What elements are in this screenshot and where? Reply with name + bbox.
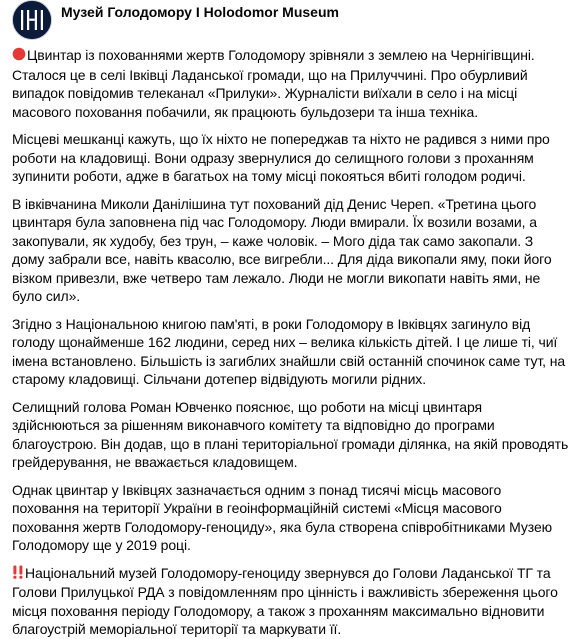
museum-logo-icon [13,1,51,39]
post-header [12,0,569,40]
page-avatar[interactable] [12,0,52,40]
paragraph-text: Національний музей Голодомору-геноциду звернувся до Голови Ладанської ТГ та Голови Прилуцької РДА з повідомленням про цінність і важливість збереження цього місця поховання періоду Голодомору, а також з проханням максимально відновити благоустрій меморіальної території та маркувати її. [12,564,558,637]
post-paragraph-7 [12,564,569,639]
paragraph-text: Цвинтар із похованнями жертв Голодомору зрівняли з землею на Чернігівщині. Сталося це в селі Івківці Ладанської громади, що на Прилуччині. Про обурливий випадок повідомив телеканал «Прилуки». Журналісти виїхали в село і на місці масового поховання побачили, як працюють бульдозери та інша техніка. [12,47,535,120]
red-circle-icon [12,47,26,66]
post-paragraph-4: Згідно з Національною книгою пам'яті, в роки Голодомору в Івківцях загинуло від голоду щонайменше 162 людини, серед них – велика кількість дітей. І це лише ті, чиї імена встановлено. Більшість із загиблих знайшли свій останній спочинок саме тут, на старому кладовищі. Сільчани дотепер відвідують могили рідних. [12,315,566,387]
post-paragraph-5: Селищний голова Роман Ювченко пояснює, що роботи на місці цвинтаря здійснюються за рішенням виконавчого комітету та відповідно до програми благоустрою. Він додав, що в плані територіальної громади ділянка, на якій проводять грейдерування, не вважається кладовищем. [12,398,569,470]
post-paragraph-3: В івківчанина Миколи Данілішина тут похований дід Денис Череп. «Третина цього цвинтаря була заповнена під час Голодомору. Люди вмирали. Їх возили возами, а закопували, як худобу, без трун, – каже чоловік. – Мого діда так само закопали. З дому забрали все, навіть квасолю, все вигребли... Для діда викопали яму, поки його візком привезли, вже четверо там лежало. Люди не могли викопати навіть ями, не було сил». [12,195,552,304]
post-paragraph-1 [12,46,569,121]
post-paragraph-6: Однак цвинтар у Івківцях зазначається одним з понад тисячі місць масового поховання на території України в геоінформаційній системі «Місця масового поховання жертв Голодомору-геноциду», яка була створена співробітниками Музею Голодомору ще у 2019 році. [12,481,553,553]
page-name-link[interactable]: Музей Голодомору І Holodomor Museum [61,4,339,20]
post-body [12,46,569,639]
double-exclamation-icon [12,565,24,584]
post-paragraph-2: Місцеві мешканці кажуть, що їх ніхто не попереджав та ніхто не радився з ними про роботи на кладовищі. Вони одразу звернулися до селищного голови з проханням зупинити роботи, адже в багатьох на тому місці покояться вбиті голодом родичі. [12,131,550,184]
